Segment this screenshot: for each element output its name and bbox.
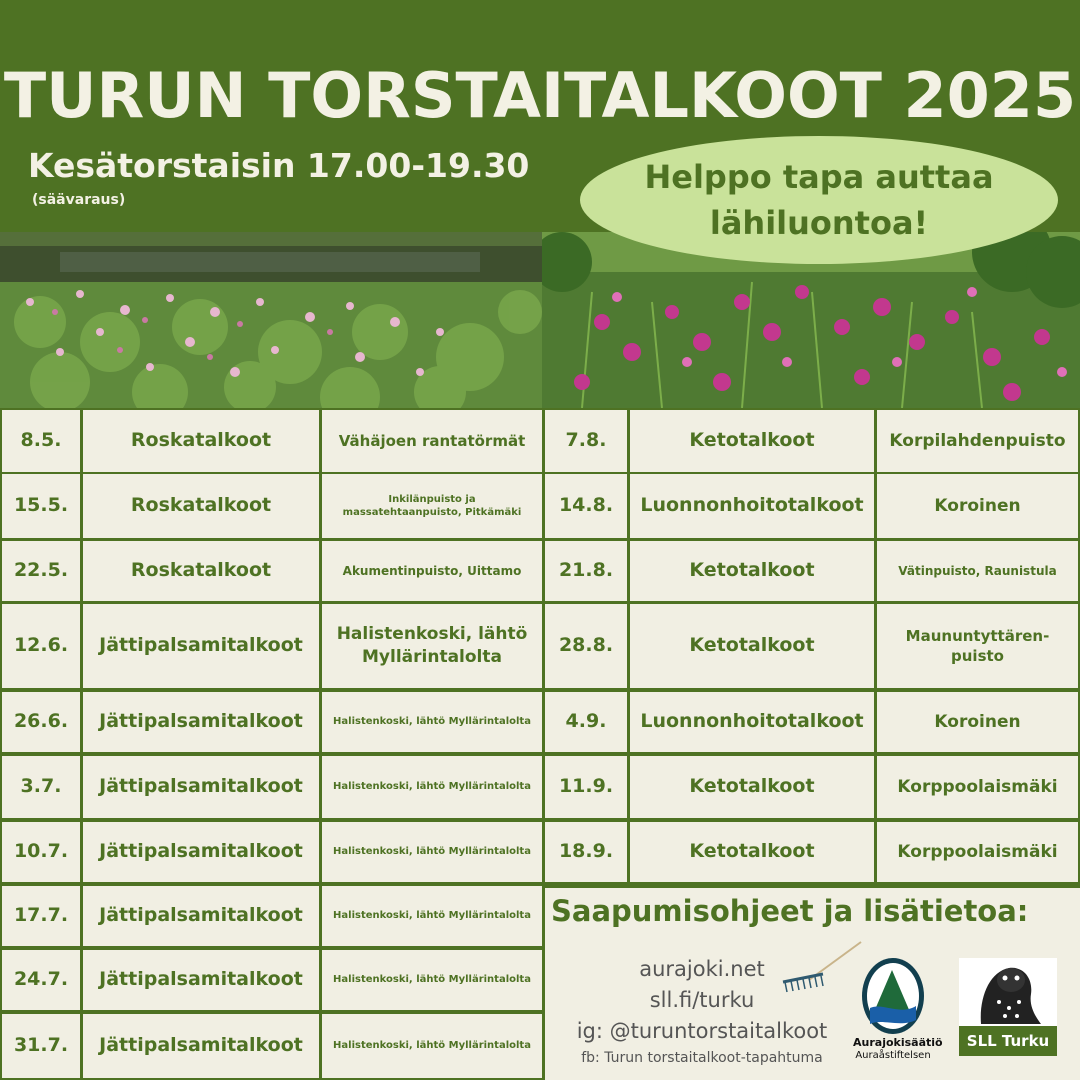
event-date: 8.5. [2,410,80,472]
event-date: 10.7. [2,822,80,882]
event-date: 28.8. [545,604,627,688]
schedule-table-left [0,408,545,1080]
event-location: Vätinpuisto, Raunistula [877,541,1078,601]
event-name: Jättipalsamitalkoot [83,1014,319,1078]
event-location: Korpilahdenpuisto [877,410,1078,472]
event-name: Jättipalsamitalkoot [83,950,319,1010]
event-name: Jättipalsamitalkoot [83,692,319,752]
aurajokisaatio-name: Aurajokisäätiö [853,1036,943,1049]
event-location: Halistenkoski, lähtö Myllärintalolta [322,1014,542,1078]
event-location: Korppoolaismäki [877,756,1078,818]
event-name: Jättipalsamitalkoot [83,756,319,818]
aurajokisaatio-logo [853,956,943,1062]
rake-icon [779,940,863,996]
event-date: 17.7. [2,886,80,946]
event-date: 3.7. [2,756,80,818]
event-date: 24.7. [2,950,80,1010]
event-location: Koroinen [877,692,1078,752]
event-location: Halistenkoski, lähtö Myllärintalolta [322,822,542,882]
link-aurajoki[interactable]: aurajoki.net [639,957,765,981]
weather-note: (säävaraus) [32,192,126,208]
event-location: Halistenkoski, lähtö Myllärintalolta [322,886,542,946]
event-date: 18.9. [545,822,627,882]
event-date: 4.9. [545,692,627,752]
event-location: Korppoolaismäki [877,822,1078,882]
auraastiftelsen-name: Auraåstiftelsen [855,1050,931,1061]
event-location: Halistenkoski, lähtö Myllärintalolta [322,692,542,752]
event-name: Jättipalsamitalkoot [83,822,319,882]
event-location: Koroinen [877,474,1078,538]
info-title: Saapumisohjeet ja lisätietoa: [551,894,1029,928]
schedule-subtitle: Kesätorstaisin 17.00-19.30 [28,146,530,185]
link-sll-turku[interactable]: sll.fi/turku [649,988,755,1012]
aurajoki-emblem-icon [860,956,926,1036]
event-date: 22.5. [2,541,80,601]
event-name: Jättipalsamitalkoot [83,604,319,688]
slogan-bubble [580,136,1058,264]
event-name: Ketotalkoot [630,756,874,818]
event-name: Ketotalkoot [630,410,874,472]
event-date: 15.5. [2,474,80,538]
slogan-text: Helppo tapa auttaa lähiluontoa! [644,158,994,242]
photo-riverbank-flowers [0,232,542,408]
event-date: 26.6. [2,692,80,752]
event-date: 11.9. [545,756,627,818]
seal-icon [959,958,1057,1026]
event-location: Akumentinpuisto, Uittamo [322,541,542,601]
sll-turku-logo [959,958,1057,1056]
event-name: Roskatalkoot [83,474,319,538]
event-name: Jättipalsamitalkoot [83,886,319,946]
link-facebook[interactable]: fb: Turun torstaitalkoot-tapahtuma [581,1050,823,1066]
event-name: Luonnonhoitotalkoot [630,474,874,538]
event-location: Inkilänpuisto ja massatehtaanpuisto, Pitkämäki [322,474,542,538]
event-location: Maununtyttären-puisto [877,604,1078,688]
event-location: Halistenkoski, lähtö Myllärintalolta [322,604,542,688]
event-location: Halistenkoski, lähtö Myllärintalolta [322,756,542,818]
event-location: Vähäjoen rantatörmät [322,410,542,472]
event-name: Ketotalkoot [630,541,874,601]
event-name: Ketotalkoot [630,822,874,882]
event-date: 21.8. [545,541,627,601]
page-title: TURUN TORSTAITALKOOT 2025 [3,59,1077,132]
event-name: Ketotalkoot [630,604,874,688]
schedule-table-right [542,408,1080,888]
sll-turku-label: SLL Turku [959,1026,1057,1056]
event-name: Roskatalkoot [83,410,319,472]
event-date: 31.7. [2,1014,80,1078]
event-name: Luonnonhoitotalkoot [630,692,874,752]
event-date: 7.8. [545,410,627,472]
link-instagram[interactable]: ig: @turuntorstaitalkoot [576,1019,828,1043]
event-date: 14.8. [545,474,627,538]
event-date: 12.6. [2,604,80,688]
event-name: Roskatalkoot [83,541,319,601]
arrival-info [545,888,1080,1080]
event-location: Halistenkoski, lähtö Myllärintalolta [322,950,542,1010]
